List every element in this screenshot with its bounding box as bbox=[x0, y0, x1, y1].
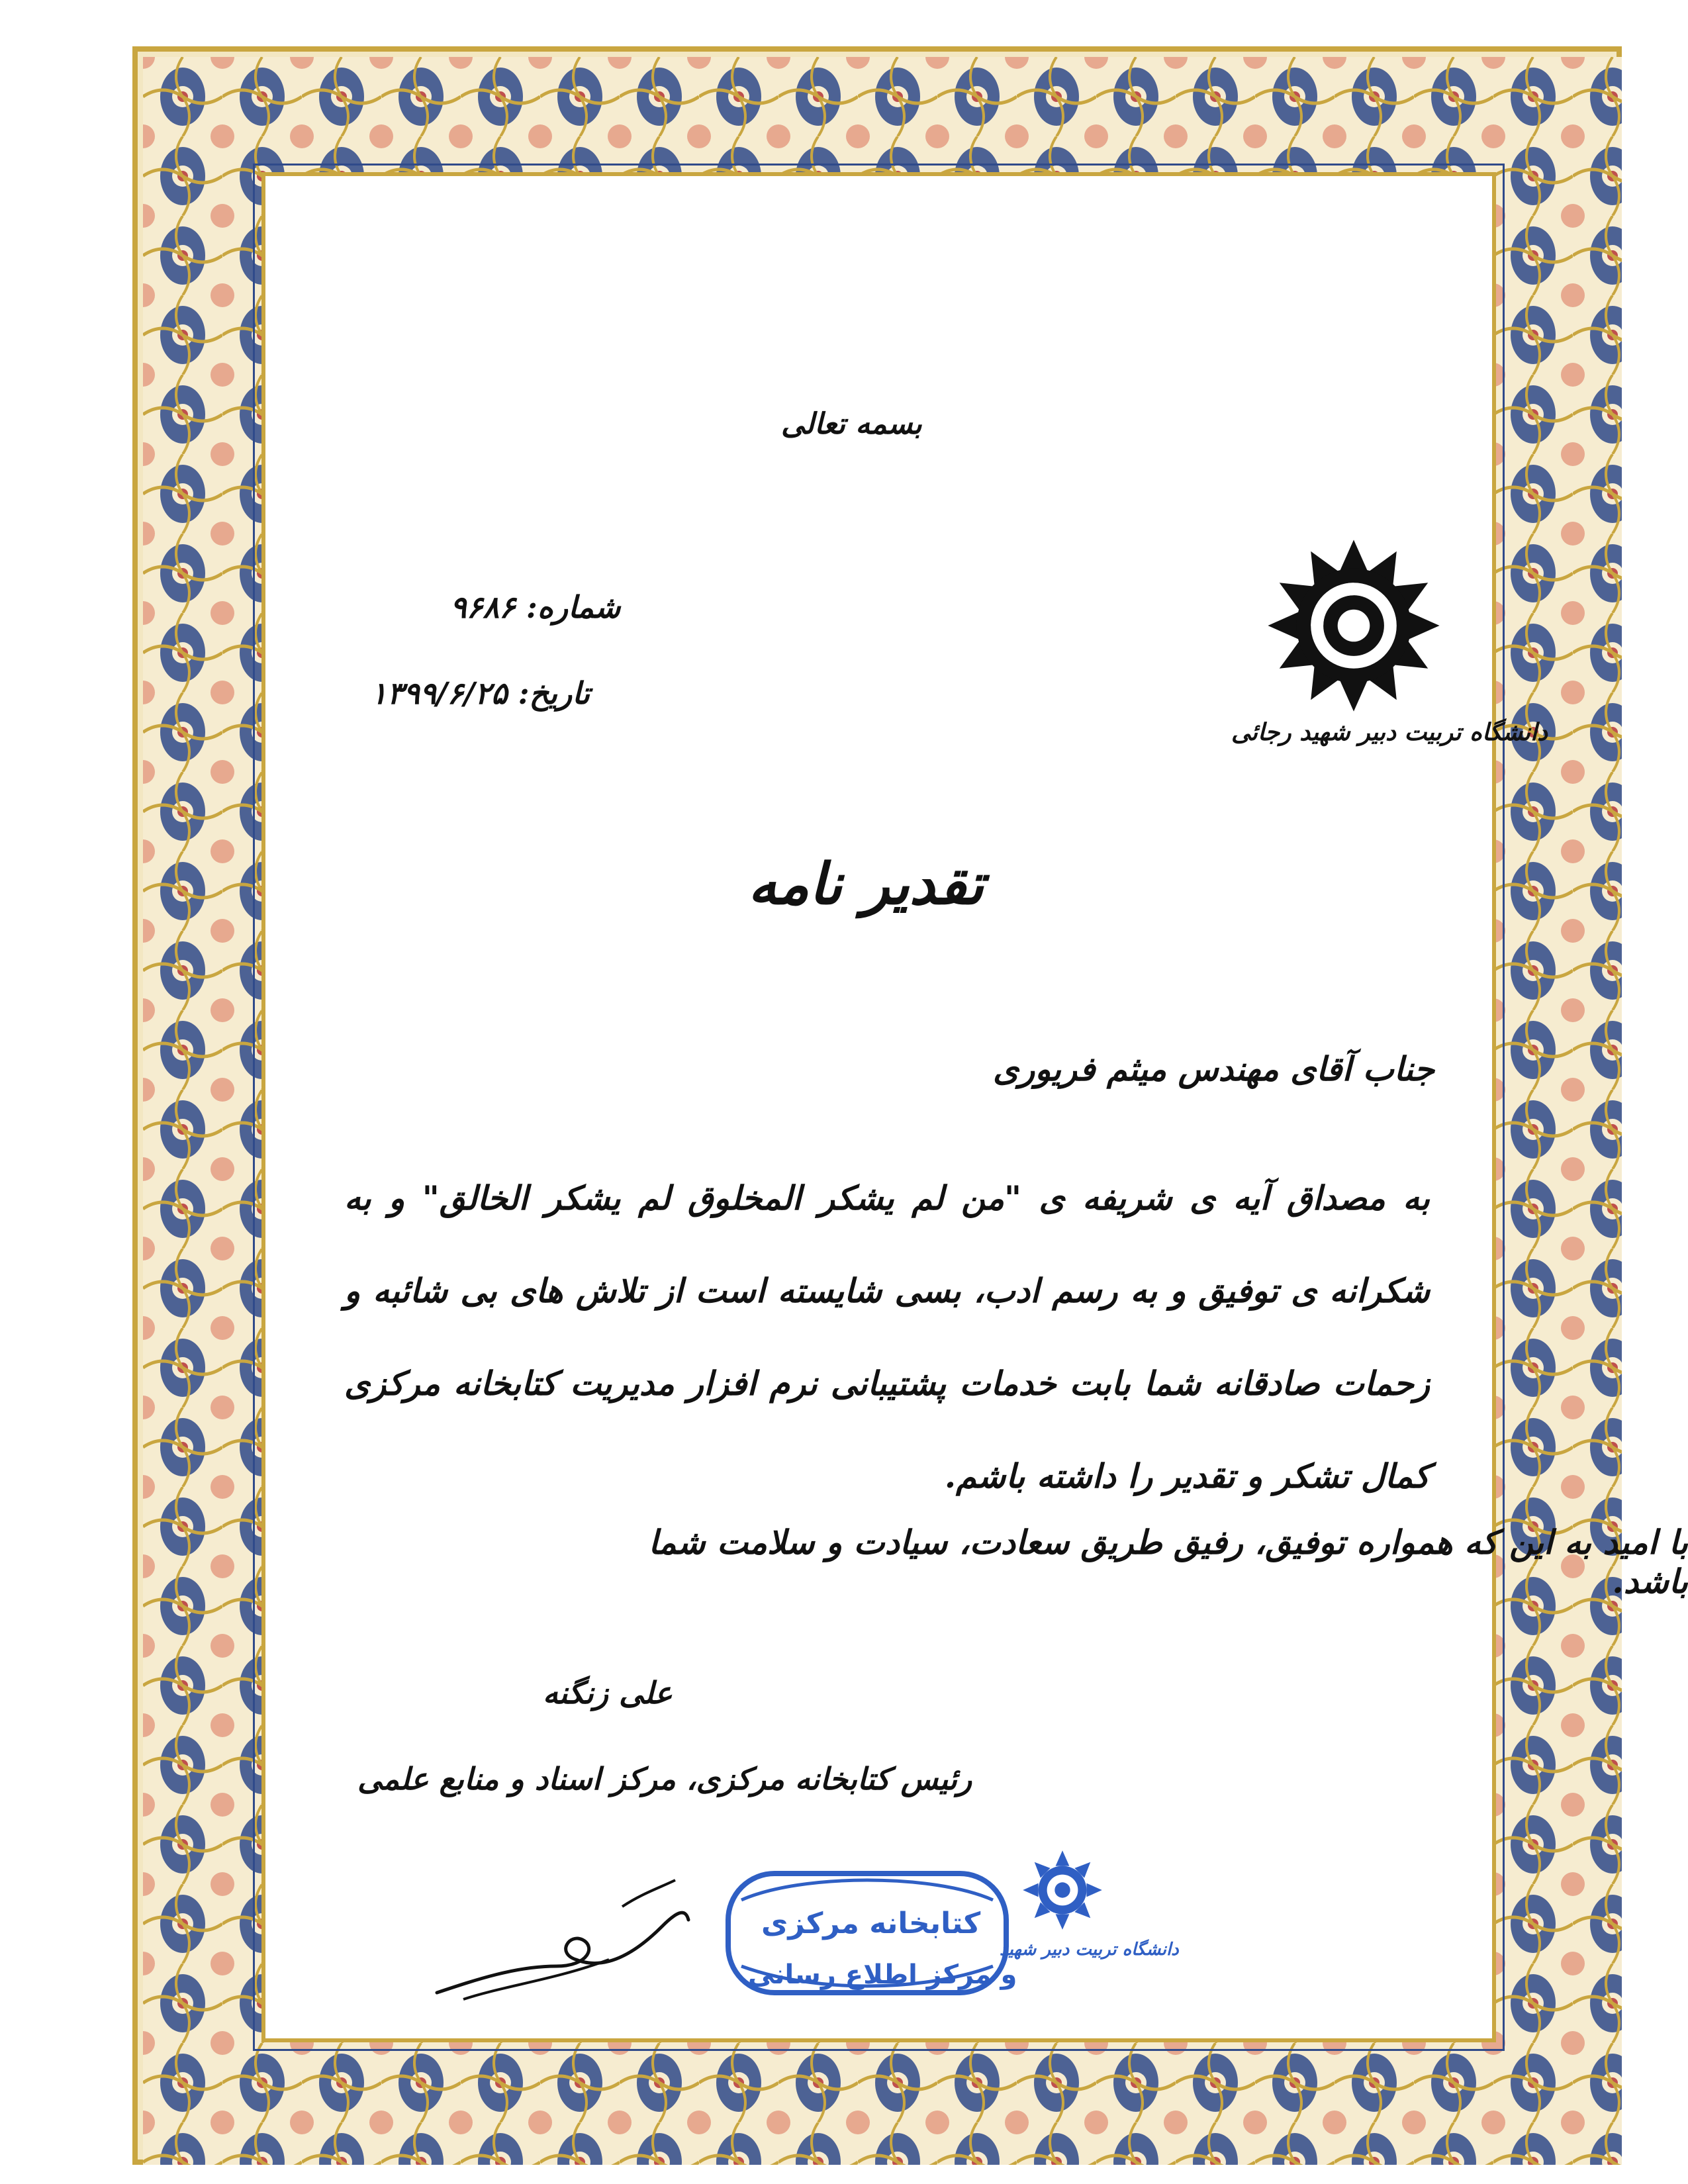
stamp-logo-icon bbox=[1019, 1847, 1105, 1933]
university-logo-icon bbox=[1264, 536, 1443, 715]
signer-title: رئیس کتابخانه مرکزی، مرکز اسناد و منابع علمی bbox=[357, 1761, 972, 1797]
letter-number: شماره: ۹۶۸۶ bbox=[450, 589, 621, 625]
basmala: بسمه تعالی bbox=[781, 407, 922, 441]
recipient-line: جناب آقای مهندس میثم فریوری bbox=[993, 1049, 1435, 1088]
body-paragraph: به مصداق آیه ی شریفه ی "من لم یشکر المخلوق لم یشکر الخالق" و به شکرانه ی توفیق و به رسم ادب، بسی شایسته است از تلاش های بی شائبه و زحمات صادقانه شما بابت خدمات پشتیبانی نرم افزار مدیریت کتابخانه مرکزی کمال تشکر و تقدیر را داشته باشم. bbox=[344, 1178, 1430, 1496]
stamp-line-2: و مرکز اطلاع رسانی bbox=[748, 1960, 1017, 1990]
stamp-line-1: کتابخانه مرکزی bbox=[761, 1907, 981, 1940]
stamp-logo-caption: دانشگاه تربیت دبیر شهید bbox=[1000, 1940, 1179, 1960]
signer-name: علی زنگنه bbox=[543, 1675, 673, 1711]
handwritten-signature bbox=[424, 1867, 715, 2006]
certificate-title: تقدیر نامه bbox=[748, 851, 984, 918]
closing-line: با امید به این که همواره توفیق، رفیق طریق سعادت، سیادت و سلامت شما باشد. bbox=[648, 1523, 1688, 1601]
university-name: دانشگاه تربیت دبیر شهید رجائی bbox=[1231, 718, 1548, 746]
letter-date: تاریخ: ۱۳۹۹/۶/۲۵ bbox=[371, 675, 590, 711]
